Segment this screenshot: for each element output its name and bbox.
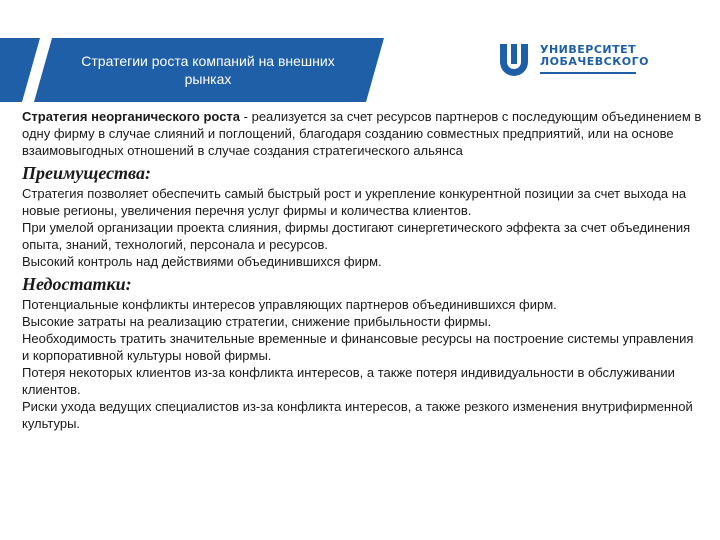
header-band [0, 38, 384, 102]
disadvantages-list [22, 296, 704, 432]
advantage-item: Высокий контроль над действиями объединившихся фирм. [22, 254, 382, 269]
disadvantage-item: Необходимость тратить значительные временные и финансовые ресурсы на построение системы управления и корпоративной культуры новой фирмы. [22, 331, 694, 363]
university-logo-icon [494, 40, 534, 80]
intro-term: Стратегия неорганического роста [22, 109, 241, 124]
disadvantage-item: Потенциальные конфликты интересов управляющих партнеров объединившихся фирм. [22, 297, 557, 312]
university-logo [494, 40, 654, 82]
intro-paragraph [22, 108, 704, 159]
disadvantage-item: Потеря некоторых клиентов из-за конфликта интересов, а также потеря индивидуальности в обслуживании клиентов. [22, 365, 675, 397]
disadvantages-heading: Недостатки: [22, 274, 132, 294]
advantage-item: При умелой организации проекта слияния, фирмы достигают синергетического эффекта за счет объединения опыта, знаний, технологий, персонала и ресурсов. [22, 220, 691, 252]
advantage-item: Стратегия позволяет обеспечить самый быстрый рост и укрепление конкурентной позиции за счет выхода на новые регионы, увеличения перечня услуг фирмы и количества клиентов. [22, 186, 687, 218]
logo-line-2: ЛОБАЧЕВСКОГО [540, 55, 649, 68]
disadvantage-item: Высокие затраты на реализацию стратегии, снижение прибыльности фирмы. [22, 314, 492, 329]
advantages-heading: Преимущества: [22, 163, 151, 183]
logo-underline [540, 72, 636, 74]
logo-line-1: УНИВЕРСИТЕТ [540, 43, 637, 56]
logo-text [540, 44, 649, 68]
page-title: Стратегии роста компаний на внешних рынках [81, 53, 335, 87]
disadvantage-item: Риски ухода ведущих специалистов из-за конфликта интересов, а также резкого изменения внутрифирменной культуры. [22, 399, 693, 431]
advantages-list [22, 185, 704, 270]
main-content [22, 108, 704, 432]
intro-text: - реализуется за счет ресурсов партнеров с последующим объединением в одну фирму в случае слияний и поглощений, благодаря созданию совместных предприятий, или на основе взаимовыгодных отношений в случае создания стратегического альянса [22, 109, 702, 158]
